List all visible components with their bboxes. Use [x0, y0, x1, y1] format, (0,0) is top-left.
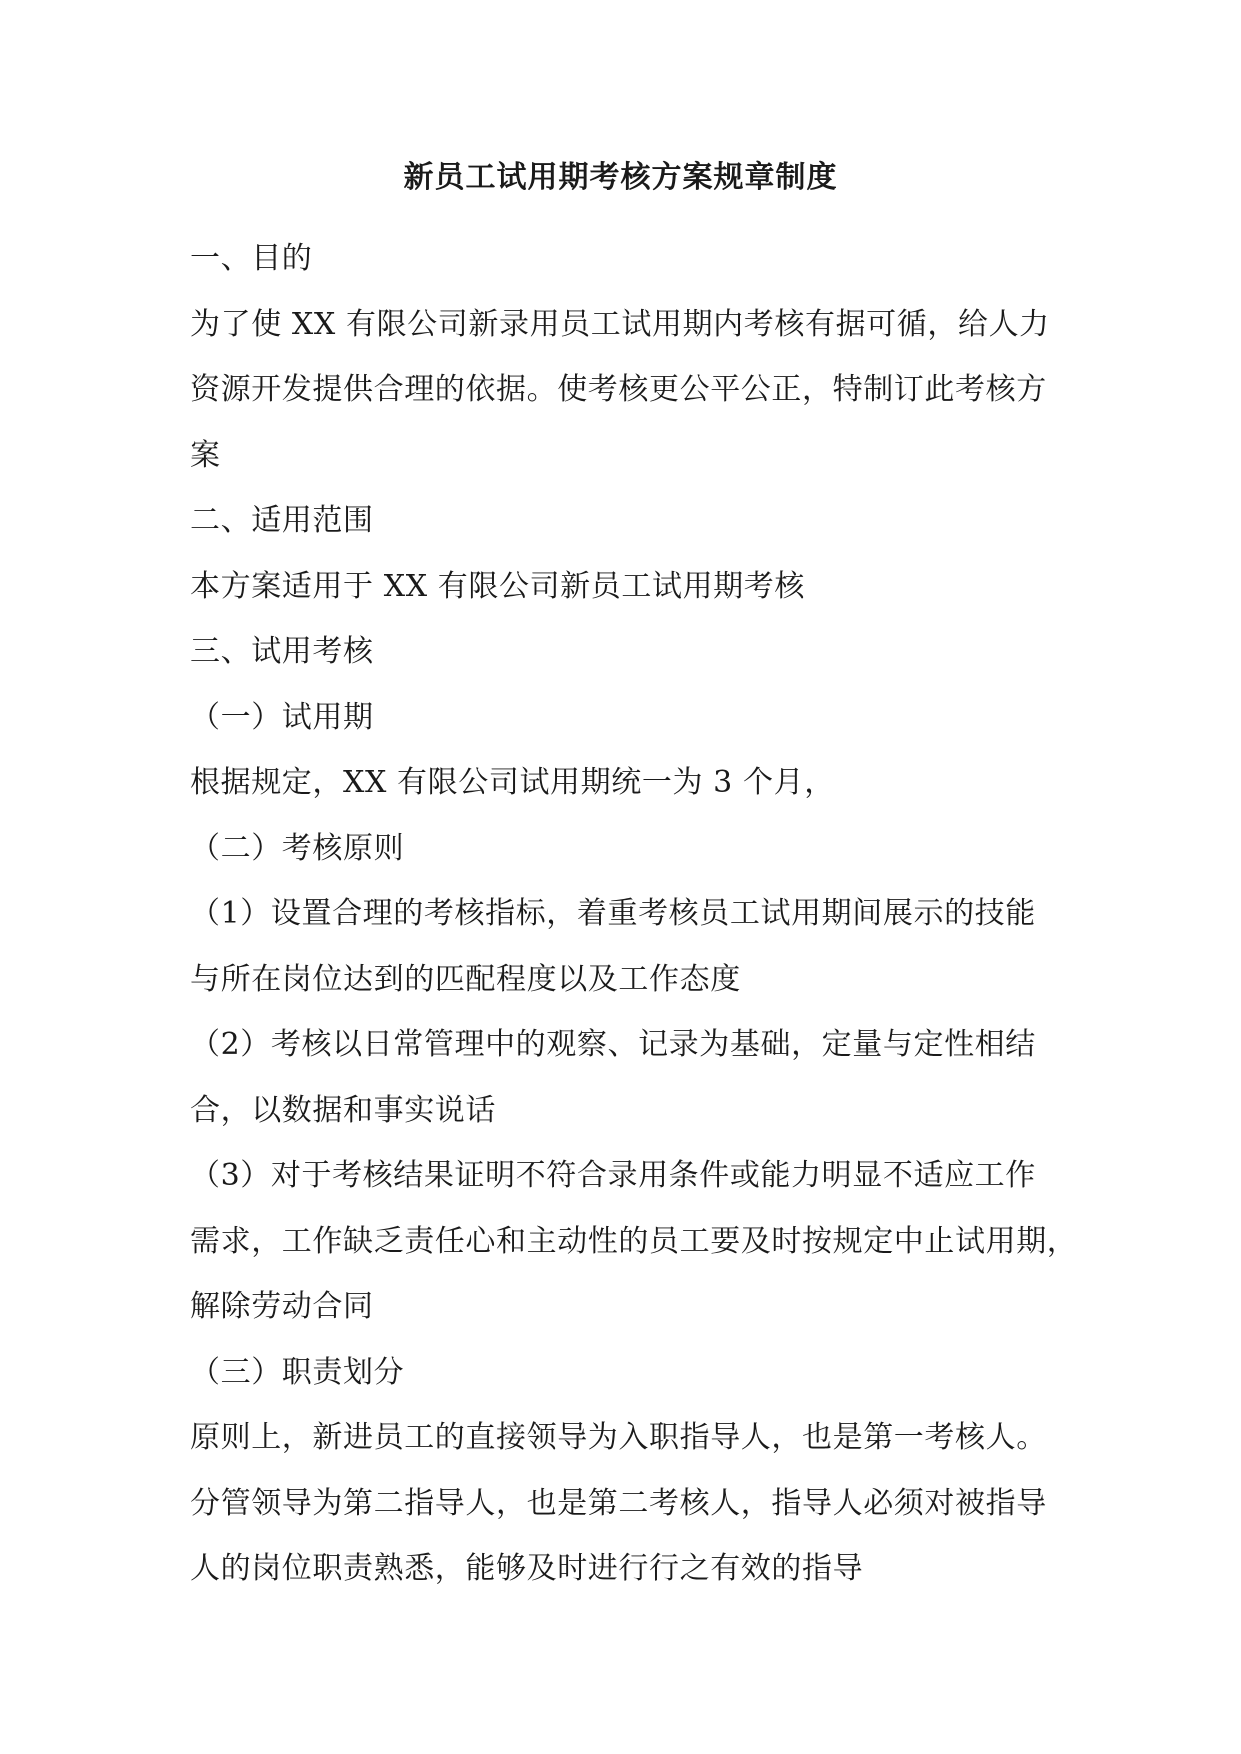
list-item-line: 需求，工作缺乏责任心和主动性的员工要及时按规定中止试用期，: [190, 1223, 1078, 1259]
list-item-line: （2）考核以日常管理中的观察、记录为基础，定量与定性相结: [190, 1027, 1036, 1062]
list-item-line: 与所在岗位达到的匹配程度以及工作态度: [190, 961, 741, 997]
paragraph-line: 人的岗位职责熟悉，能够及时进行行之有效的指导: [190, 1551, 864, 1586]
document-body: [190, 226, 1090, 1602]
list-item-line: （1）设置合理的考核指标，着重考核员工试用期间展示的技能: [190, 896, 1036, 931]
heading-scope: 二、适用范围: [190, 503, 374, 538]
subheading-responsibilities: （三）职责划分: [190, 1354, 405, 1390]
document-title: 新员工试用期考核方案规章制度: [403, 160, 838, 195]
heading-probation-assessment: 三、试用考核: [190, 634, 374, 669]
heading-purpose: 一、目的: [190, 241, 313, 276]
subheading-assessment-principles: （二）考核原则: [190, 830, 405, 866]
paragraph-line: 本方案适用于 XX 有限公司新员工试用期考核: [190, 568, 805, 604]
paragraph-line: 分管领导为第二指导人，也是第二考核人，指导人必须对被指导: [190, 1485, 1047, 1521]
paragraph-line: 原则上，新进员工的直接领导为入职指导人，也是第一考核人。: [190, 1420, 1047, 1455]
paragraph-line: 根据规定，XX 有限公司试用期统一为 3 个月，: [190, 765, 835, 800]
list-item-line: （3）对于考核结果证明不符合录用条件或能力明显不适应工作: [190, 1158, 1036, 1193]
paragraph-line: 为了使 XX 有限公司新录用员工试用期内考核有据可循，给人力: [190, 306, 1050, 342]
subheading-probation-period: （一）试用期: [190, 699, 374, 735]
list-item-line: 解除劳动合同: [190, 1289, 374, 1324]
paragraph-line: 资源开发提供合理的依据。使考核更公平公正，特制订此考核方: [190, 372, 1047, 407]
paragraph-line: 案: [190, 437, 221, 473]
list-item-line: 合，以数据和事实说话: [190, 1092, 496, 1128]
